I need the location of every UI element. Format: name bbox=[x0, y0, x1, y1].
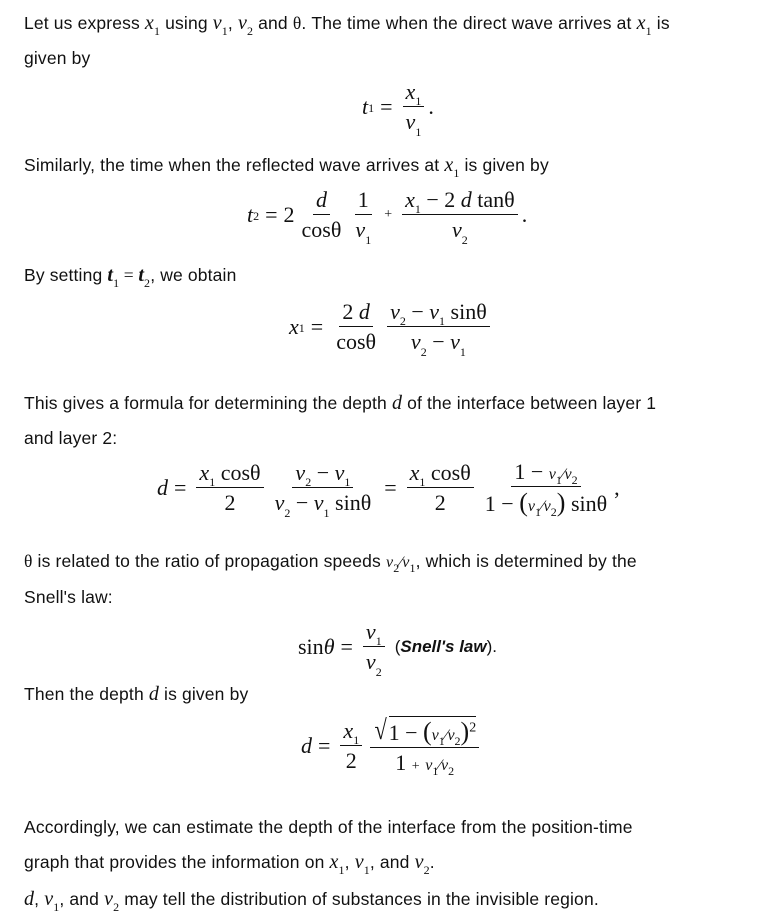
paragraph-3: By setting $t_1 = t_2$, we obtain bbox=[24, 264, 237, 290]
fraction: $\frac{1}{v_1}$ bbox=[355, 187, 372, 247]
var-v2: $v_2$ bbox=[237, 12, 254, 38]
equation-depth: d = $\frac{x_1 \cos\theta}{2}$ $\frac{v_2 - v_1}{v_2 - v_1 \sin\theta}$ = $\frac{x_1 \cos\theta}{2}$ $\frac{1 - v_1⁄v_2}{1 - (v_1⁄v_2) \sin\theta}$ , bbox=[157, 459, 620, 520]
fraction: $\frac{x_1 - 2 d \tan\theta}{v_2}$ bbox=[402, 188, 518, 242]
fraction: $\frac{x_1}{2}$ bbox=[340, 719, 362, 773]
fraction: $\frac{v_1}{v_2}$ bbox=[363, 620, 385, 674]
paragraph-6: Then the depth d is given by bbox=[24, 683, 249, 705]
paragraph-2: Similarly, the time when the reflected wave arrives at $x_1$ is given by bbox=[24, 154, 549, 180]
text: Let us express bbox=[24, 13, 145, 33]
equation-t1: t $_1$ = $\frac{x_1}{v_1}$ . bbox=[362, 79, 434, 139]
text: using bbox=[160, 13, 213, 33]
fraction: $\frac{x_1 \cos\theta}{2}$ bbox=[196, 461, 263, 515]
paragraph-8: d, $v_1$, and $v_2$ may tell the distribution of substances in the invisible region. bbox=[24, 888, 599, 914]
paragraph-7: Accordingly, we can estimate the depth of the interface from the position-time graph that provides the information on $x_1$, $v_1$, and $v_2$. bbox=[24, 817, 633, 877]
fraction: $\frac{v_2 - v_1 \sin\theta}{v_2 - v_1}$ bbox=[387, 300, 490, 354]
equation-x1: x $_1$ = $\frac{2 d}{\cos\theta}$ $\frac{v_2 - v_1 \sin\theta}{v_2 - v_1}$ bbox=[289, 300, 494, 354]
var-x1: $x_1$ bbox=[144, 12, 161, 38]
var-v1: $v_1$ bbox=[212, 12, 228, 38]
var-x1: $x_1$ bbox=[636, 12, 652, 38]
fraction: $\frac{2 d}{\cos\theta}$ bbox=[336, 299, 377, 355]
fraction: $\frac{v_2 - v_1}{v_2 - v_1 \sin\theta}$ bbox=[274, 460, 372, 520]
equation-snell: sin θ = $\frac{v_1}{v_2}$ (Snell's law). bbox=[298, 619, 497, 679]
equation-final-depth: d = $\frac{x_1}{2}$ √ $1 - (v_1⁄v_2)^2$ $1 + v_1⁄v_2$ bbox=[301, 716, 483, 775]
paragraph-1: Let us express $x_1$ using $v_1$, $v_2$ and θ. The time when the direct wave arrives at $x_1$ is given by bbox=[24, 12, 670, 68]
fraction: √ $1 - (v_1⁄v_2)^2$ $1 + v_1⁄v_2$ bbox=[370, 716, 479, 775]
fraction: $\frac{x_1}{v_1}$ bbox=[403, 80, 425, 134]
theta: θ bbox=[292, 13, 302, 33]
paragraph-4: This gives a formula for determining the depth d of the interface between layer 1 and layer 2: bbox=[24, 392, 657, 448]
fraction: $\frac{x_1 \cos\theta}{2}$ bbox=[407, 461, 474, 515]
fraction: $\frac{d}{\cos\theta}$ bbox=[301, 187, 342, 243]
equation-t2: t $_2$ = 2 $\frac{d}{\cos\theta}$ $\frac{1}{v_1}$ + $\frac{x_1 - 2 d \tan\theta}{v_2}$ . bbox=[247, 187, 528, 247]
fraction: $\frac{1 - v_1⁄v_2}{1 - (v_1⁄v_2) \sin\theta}$ bbox=[484, 459, 608, 520]
snells-law-label: Snell's law bbox=[400, 637, 487, 657]
paragraph-5: θ is related to the ratio of propagation speeds $v_2⁄v_1$, which is determined by the Snell's law: bbox=[24, 551, 637, 607]
text: given by bbox=[24, 48, 91, 68]
